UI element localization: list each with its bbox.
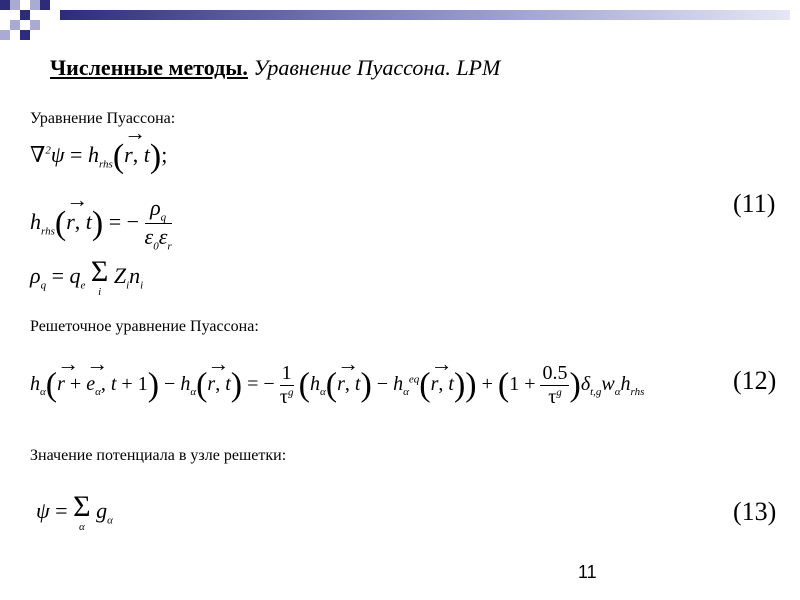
- slide-title: [50, 55, 500, 81]
- label-poisson: Уравнение Пуассона:: [30, 110, 176, 127]
- decor-square: [10, 20, 20, 30]
- equation-number-11: (11): [733, 189, 776, 218]
- page-number: 11: [578, 562, 597, 582]
- decor-square: [0, 0, 10, 10]
- formula-hrhs: $h_{rhs}(\to r$, t) = − $\frac{\rho_q}{\varepsilon_0\varepsilon_r}$: [30, 195, 172, 253]
- title-italic: Уравнение Пуассона. LPM: [253, 55, 501, 80]
- label-lattice: Решеточное уравнение Пуассона:: [30, 318, 259, 335]
- decor-square: [20, 30, 30, 40]
- formula-potential: ψ = Σ α $g_\alpha$: [36, 490, 113, 533]
- header-gradient-bar: [60, 10, 790, 20]
- equation-number-13: (13): [733, 497, 777, 526]
- decor-square: [10, 0, 20, 10]
- formula-lattice: $h_\alpha(\to r$ + → $e_\alpha$, $t + 1) - h_\alpha(\to r$, t) = − $\frac{1}{\tau^g}$ ($h_\alpha(\to r$, $t) - h_\alpha^{eq}(\to r$, t)) + (1 + $\frac{0.5}{\tau^g}$ )$\delta_{t,g}w_\alpha h_{rhs}$: [30, 362, 644, 409]
- decor-square: [40, 0, 50, 10]
- formula-rho: $\rho_q = q_e$ Σ i $Z_in_i$: [30, 255, 144, 298]
- decor-square: [20, 10, 30, 20]
- label-potential: Значение потенциала в узле решетки:: [30, 447, 287, 464]
- equation-number-12: (12): [733, 366, 777, 395]
- decor-square: [30, 20, 40, 30]
- decor-square: [0, 30, 10, 40]
- title-bold: Численные методы.: [50, 55, 248, 80]
- decor-square: [30, 0, 40, 10]
- formula-poisson: $\nabla^2\psi = h_{rhs}(\to r$, t);: [30, 138, 167, 176]
